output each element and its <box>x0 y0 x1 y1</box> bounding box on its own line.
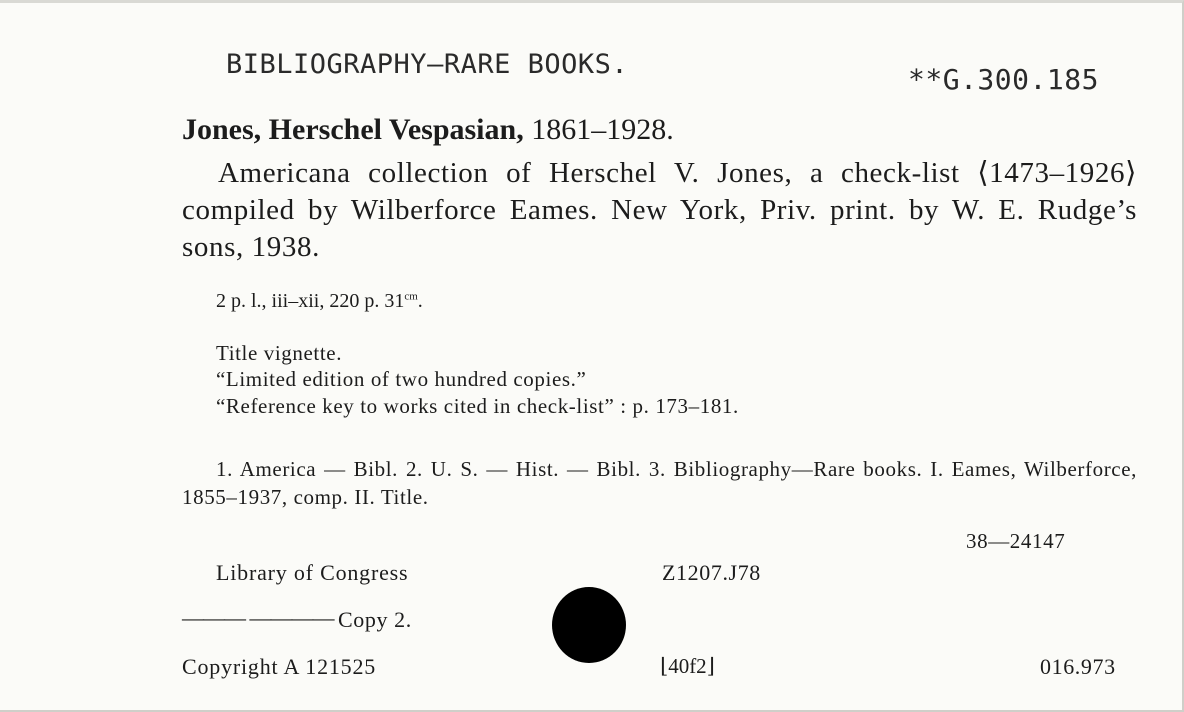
note: Title vignette. <box>216 341 343 365</box>
collation-text: 2 p. l., iii–xii, 220 p. 31 <box>216 290 405 312</box>
punch-hole <box>552 587 626 663</box>
copy-rule: ——— ———— <box>182 605 334 630</box>
subject-tracings: 1. America — Bibl. 2. U. S. — Hist. — Bibl. 3. Bibliography—Rare books. I. Eames, Wilberforce, 1855–1937, comp. II. Title. <box>182 457 1137 509</box>
copyright-number: Copyright A 121525 <box>182 654 377 679</box>
collation <box>216 290 423 313</box>
lc-classification: Z1207.J78 <box>662 560 761 585</box>
collation-end: . <box>417 290 423 312</box>
author-name: Jones, Herschel Vespasian, <box>182 113 524 146</box>
subject-heading: BIBLIOGRAPHY—RARE BOOKS. <box>226 49 629 80</box>
library-name: Library of Congress <box>216 560 409 585</box>
note: “Limited edition of two hundred copies.” <box>216 367 587 391</box>
call-number: **G.300.185 <box>908 63 1099 96</box>
main-entry <box>182 113 674 147</box>
print-code: ⌊40f2⌋ <box>660 654 715 678</box>
title-statement: Americana collection of Herschel V. Jones, a check-list ⟨1473–1926⟩ compiled by Wilberforce Eames. New York, Priv. print. by W. E. Rudge’s sons, 1938. <box>182 157 1137 263</box>
collation-unit: cm <box>404 290 418 303</box>
author-dates: 1861–1928. <box>523 113 674 146</box>
lc-card-number: 38—24147 <box>966 529 1066 553</box>
copy-label: Copy 2. <box>338 607 412 632</box>
dewey-number: 016.973 <box>1040 654 1116 679</box>
note: “Reference key to works cited in check-list” : p. 173–181. <box>216 394 739 418</box>
